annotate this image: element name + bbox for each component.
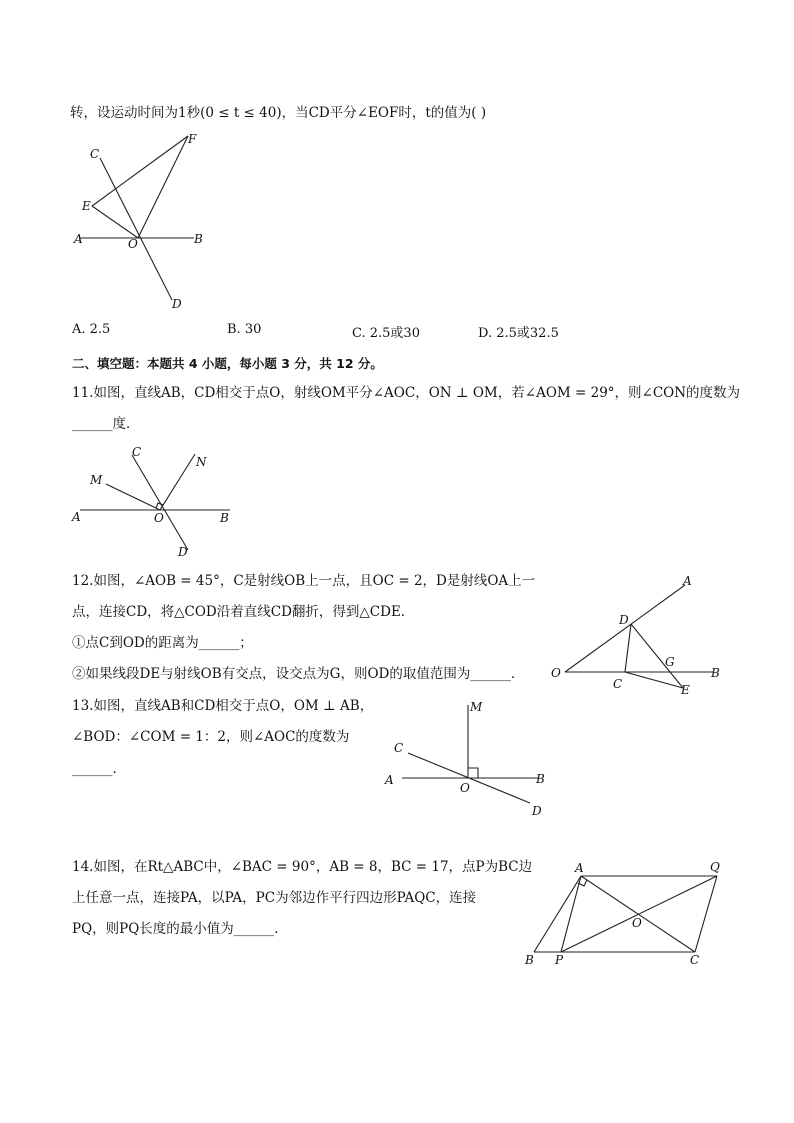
q12-segment-cd bbox=[625, 624, 631, 672]
q10-ray-of bbox=[138, 136, 188, 238]
q13-right-angle-mark bbox=[468, 768, 478, 778]
q11-label-n: N bbox=[196, 455, 207, 469]
q11-line-1: 11.如图，直线AB，CD相交于点O，射线OM平分∠AOC，ON ⊥ OM，若∠AOM = 29°，则∠CON的度数为 bbox=[72, 385, 741, 401]
q14-line-3: PQ，则PQ长度的最小值为______． bbox=[72, 921, 288, 937]
q10-stem-tail: 转，设运动时间为1秒(0 ≤ t ≤ 40)，当CD平分∠EOF时，t的值为( ) bbox=[70, 105, 487, 121]
q13-label-d: D bbox=[532, 804, 542, 818]
q13-line-3: ______． bbox=[72, 761, 126, 777]
q14-figure bbox=[520, 855, 735, 970]
q10-label-f: F bbox=[188, 132, 197, 146]
q14-segment-pq bbox=[561, 876, 717, 952]
q11-line-cd bbox=[132, 455, 188, 550]
q11-figure bbox=[70, 440, 245, 560]
q10-option-b: B. 30 bbox=[227, 322, 262, 337]
q12-line-4: ②如果线段DE与射线OB有交点，设交点为G，则OD的取值范围为______． bbox=[72, 666, 525, 682]
q12-label-e: E bbox=[681, 683, 690, 697]
q11-label-b: B bbox=[220, 511, 229, 525]
q13-line-2: ∠BOD：∠COM = 1：2，则∠AOC的度数为 bbox=[72, 729, 350, 745]
q12-figure bbox=[545, 570, 730, 700]
q11-ray-on bbox=[160, 454, 195, 510]
q11-label-c: C bbox=[132, 445, 142, 459]
q13-line-1: 13.如图，直线AB和CD相交于点O，OM ⊥ AB， bbox=[72, 698, 374, 714]
q12-label-g: G bbox=[665, 655, 675, 669]
q11-label-a: A bbox=[72, 510, 81, 524]
q12-segment-ce bbox=[625, 672, 683, 688]
q13-label-c: C bbox=[394, 741, 404, 755]
q12-line-1: 12.如图，∠AOB = 45°，C是射线OB上一点，且OC = 2，D是射线OA上一 bbox=[72, 573, 536, 589]
q10-line-cd bbox=[100, 158, 172, 300]
q14-label-q: Q bbox=[710, 860, 720, 874]
q11-line-2: ______度． bbox=[72, 416, 140, 432]
q14-segment-qc bbox=[695, 876, 717, 952]
q11-label-m: M bbox=[90, 473, 103, 487]
q13-label-b: B bbox=[536, 772, 545, 786]
q14-label-o: O bbox=[632, 916, 642, 930]
q10-option-a: A. 2.5 bbox=[72, 322, 111, 337]
q12-label-d: D bbox=[619, 613, 629, 627]
q13-figure bbox=[380, 695, 560, 820]
q10-label-b: B bbox=[194, 232, 203, 246]
q14-label-c: C bbox=[690, 953, 700, 967]
q14-label-a: A bbox=[575, 861, 584, 875]
q10-label-d: D bbox=[172, 297, 182, 311]
q12-label-c: C bbox=[613, 677, 623, 691]
q14-label-b: B bbox=[525, 953, 534, 967]
q11-label-d: D bbox=[178, 545, 188, 559]
q14-segment-pa bbox=[561, 876, 581, 952]
q12-segment-de bbox=[631, 624, 683, 688]
q14-line-1: 14.如图，在Rt△ABC中，∠BAC = 90°，AB = 8，BC = 17，点P为BC边 bbox=[72, 859, 533, 875]
section-heading: 二、填空题：本题共 4 小题，每小题 3 分，共 12 分。 bbox=[72, 356, 383, 371]
q12-label-b: B bbox=[711, 666, 720, 680]
q13-label-a: A bbox=[385, 773, 394, 787]
q10-label-o: O bbox=[128, 237, 138, 251]
q11-label-o: O bbox=[154, 511, 164, 525]
q13-label-o: O bbox=[460, 781, 470, 795]
q10-ray-oe bbox=[92, 206, 138, 238]
q10-label-e: E bbox=[82, 199, 91, 213]
q10-label-a: A bbox=[74, 232, 83, 246]
q12-label-o: O bbox=[551, 666, 561, 680]
q12-label-a: A bbox=[683, 574, 692, 588]
q10-label-c: C bbox=[90, 147, 100, 161]
q10-figure bbox=[70, 128, 240, 313]
q12-line-2: 点，连接CD，将△COD沿着直线CD翻折，得到△CDE． bbox=[72, 604, 415, 620]
q14-label-p: P bbox=[555, 953, 564, 967]
q14-line-2: 上任意一点，连接PA，以PA，PC为邻边作平行四边形PAQC，连接 bbox=[72, 890, 477, 906]
q12-line-3: ①点C到OD的距离为______； bbox=[72, 635, 253, 651]
q14-segment-ab bbox=[534, 876, 581, 952]
q10-option-c: C. 2.5或30 bbox=[352, 326, 420, 341]
q10-option-d: D. 2.5或32.5 bbox=[478, 326, 559, 341]
q13-label-m: M bbox=[470, 700, 483, 714]
